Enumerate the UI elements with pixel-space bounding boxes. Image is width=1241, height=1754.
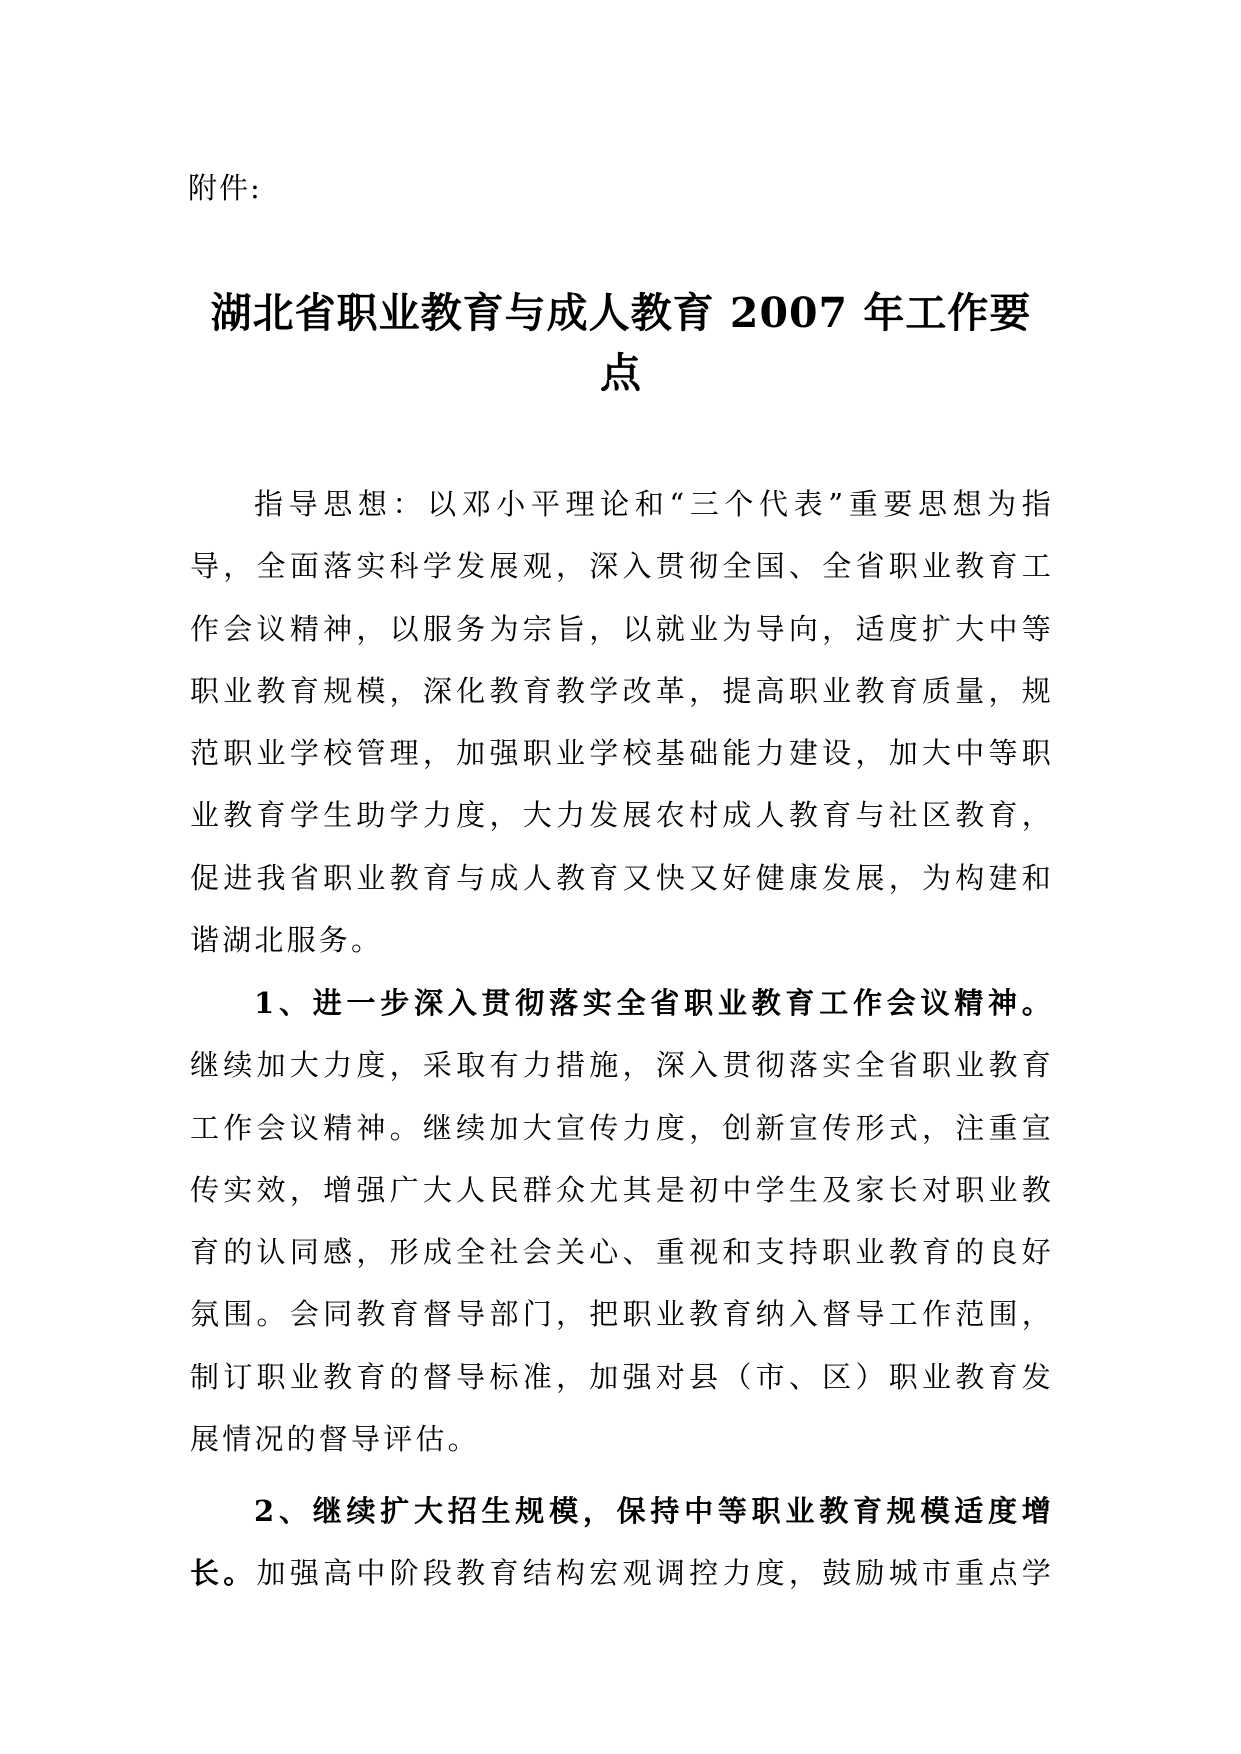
paragraph-line: 氛围。会同教育督导部门，把职业教育纳入督导工作范围，	[190, 1297, 1054, 1332]
paragraph-line: 展情况的督导评估。	[190, 1422, 480, 1457]
paragraph-line: 制订职业教育的督导标准，加强对县（市、区）职业教育发	[190, 1359, 1054, 1394]
paragraph-line	[190, 1542, 1054, 1604]
guiding-ideology-paragraph	[190, 473, 1054, 971]
paragraph-line: 谐湖北服务。	[190, 923, 384, 958]
paragraph-line: 传实效，增强广大人民群众尤其是初中学生及家长对职业教	[190, 1172, 1054, 1207]
paragraph-line: 继续加大力度，采取有力措施，深入贯彻落实全省职业教育	[190, 1048, 1054, 1083]
paragraph-line: 导，全面落实科学发展观，深入贯彻全国、全省职业教育工	[190, 549, 1054, 584]
paragraph-line: 工作会议精神。继续加大宣传力度，创新宣传形式，注重宣	[190, 1110, 1054, 1145]
paragraph-line: 促进我省职业教育与成人教育又快又好健康发展，为构建和	[190, 860, 1054, 895]
title-line-2: 点	[600, 349, 642, 397]
section-2-paragraph	[190, 1480, 1054, 1605]
section-2-heading: 2、继续扩大招生规模，保持中等职业教育规模适度增	[254, 1494, 1054, 1528]
paragraph-line: 业教育学生助学力度，大力发展农村成人教育与社区教育，	[190, 798, 1054, 833]
paragraph-line: 职业教育规模，深化教育教学改革，提高职业教育质量，规	[190, 673, 1054, 708]
paragraph-line: 范职业学校管理，加强职业学校基础能力建设，加大中等职	[190, 736, 1054, 771]
section-2-heading-end: 长。	[190, 1556, 257, 1591]
section-1-paragraph	[190, 972, 1054, 1470]
title-line-1: 湖北省职业教育与成人教育 2007 年工作要	[210, 289, 1032, 337]
section-2-text: 加强高中阶段教育结构宏观调控力度，鼓励城市重点学	[256, 1556, 1054, 1591]
paragraph-line: 指导思想：以邓小平理论和“三个代表”重要思想为指	[254, 487, 1054, 521]
paragraph-line: 作会议精神，以服务为宗旨，以就业为导向，适度扩大中等	[190, 611, 1054, 646]
paragraph-line: 育的认同感，形成全社会关心、重视和支持职业教育的良好	[190, 1235, 1054, 1270]
section-1-heading: 1、进一步深入贯彻落实全省职业教育工作会议精神。	[254, 986, 1054, 1020]
attachment-label: 附件:	[188, 171, 262, 205]
document-title	[188, 283, 1054, 403]
